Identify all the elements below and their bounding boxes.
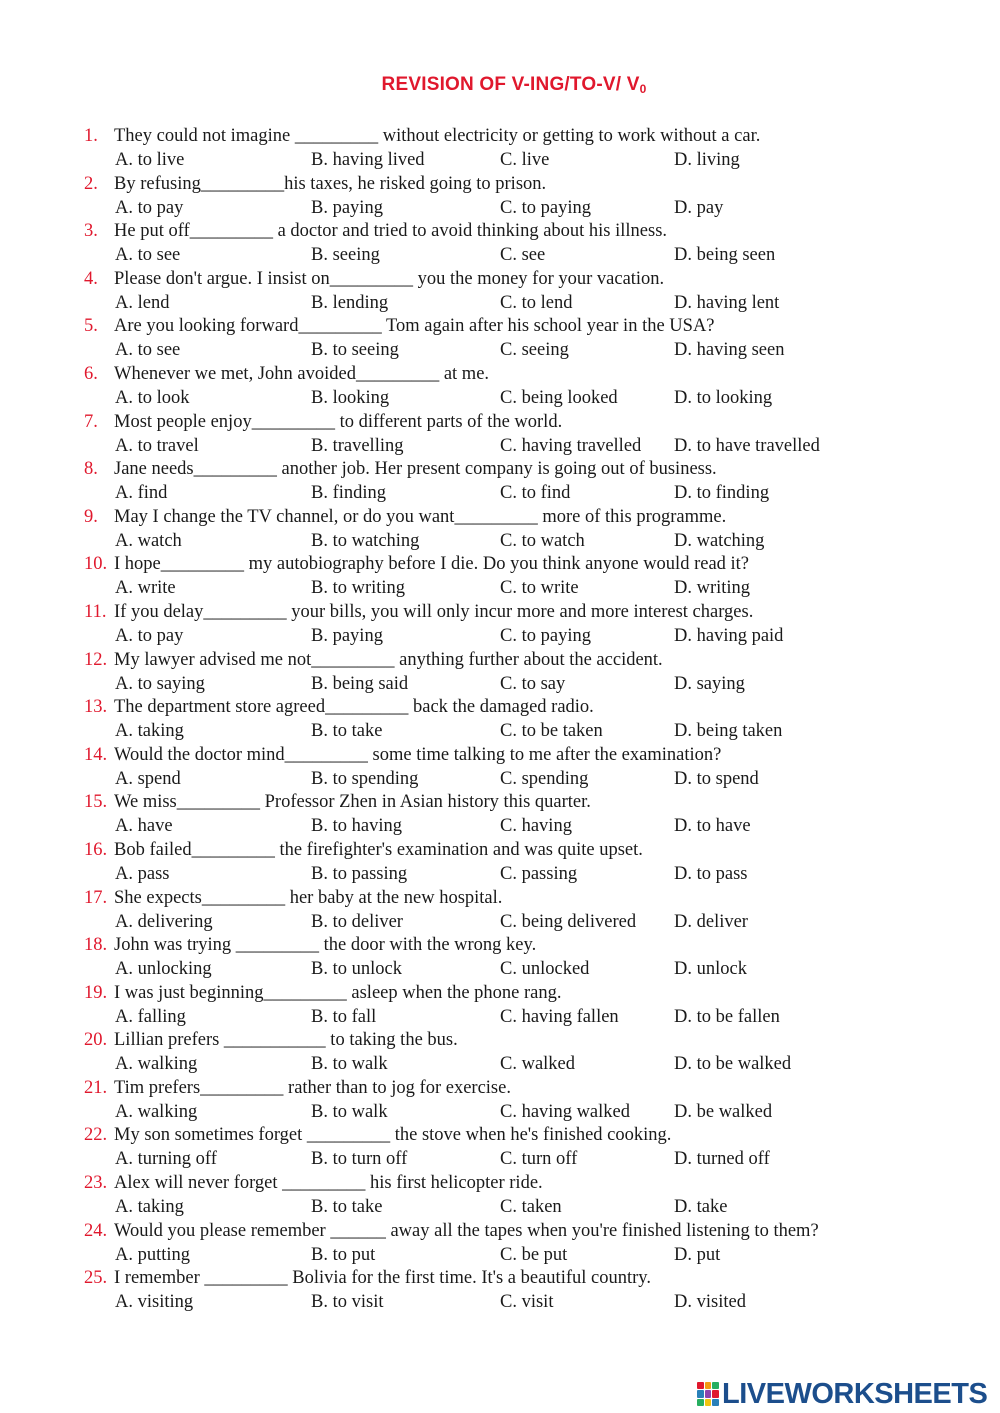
option-a[interactable]: A. to pay <box>115 625 184 646</box>
option-a[interactable]: A. walking <box>115 1054 198 1075</box>
question-item <box>0 600 1000 648</box>
option-a[interactable]: A. pass <box>115 863 170 884</box>
question-number: 9. <box>84 506 98 527</box>
option-d[interactable]: D. having lent <box>674 292 780 313</box>
option-d[interactable]: D. having seen <box>674 340 785 361</box>
option-a[interactable]: A. to pay <box>115 197 184 218</box>
question-number: 23. <box>84 1173 108 1194</box>
option-d[interactable]: D. put <box>674 1244 721 1265</box>
question-item <box>0 172 1000 220</box>
question-stem: Bob failed_________ the firefighter's examination and was quite upset. <box>114 839 643 860</box>
option-d[interactable]: D. having paid <box>674 625 784 646</box>
option-c[interactable]: C. seeing <box>500 340 569 361</box>
question-number: 22. <box>84 1125 108 1146</box>
question-item <box>0 314 1000 362</box>
option-a[interactable]: A. to see <box>115 340 181 361</box>
question-stem: John was trying _________ the door with the wrong key. <box>114 935 537 956</box>
option-a[interactable]: A. taking <box>115 1197 184 1218</box>
question-item <box>0 267 1000 315</box>
option-a[interactable]: A. lend <box>115 292 170 313</box>
option-a[interactable]: A. have <box>115 816 173 837</box>
option-a[interactable]: A. to look <box>115 387 190 408</box>
question-stem: Most people enjoy_________ to different parts of the world. <box>114 411 563 432</box>
option-b[interactable]: B. to writing <box>311 578 406 599</box>
question-number: 11. <box>84 601 107 622</box>
option-c[interactable]: C. be put <box>500 1244 568 1265</box>
option-c[interactable]: C. to lend <box>500 292 573 313</box>
question-list <box>0 124 1000 1314</box>
option-c[interactable]: C. being looked <box>500 387 618 408</box>
question-number: 12. <box>84 649 108 670</box>
question-number: 14. <box>84 744 108 765</box>
question-stem: We miss_________ Professor Zhen in Asian history this quarter. <box>114 792 591 813</box>
option-a[interactable]: A. visiting <box>115 1292 194 1313</box>
option-d[interactable]: D. being seen <box>674 245 776 266</box>
option-b[interactable]: B. to spending <box>311 768 419 789</box>
question-stem: If you delay_________ your bills, you will only incur more and more interest charges. <box>114 601 754 622</box>
option-d[interactable]: D. writing <box>674 578 751 599</box>
brand-name: LIVEWORKSHEETS <box>722 1377 988 1410</box>
question-stem: I hope_________ my autobiography before I die. Do you think anyone would read it? <box>114 554 750 575</box>
question-stem: She expects_________ her baby at the new hospital. <box>114 887 503 908</box>
question-stem: Jane needs_________ another job. Her present company is going out of business. <box>114 459 717 480</box>
option-a[interactable]: A. taking <box>115 721 184 742</box>
question-item <box>0 552 1000 600</box>
option-b[interactable]: B. to unlock <box>311 959 402 980</box>
question-stem: The department store agreed_________ back the damaged radio. <box>114 697 594 718</box>
question-stem: May I change the TV channel, or do you want_________ more of this programme. <box>114 506 727 527</box>
question-number: 24. <box>84 1220 108 1241</box>
question-item <box>0 981 1000 1029</box>
question-stem: I remember _________ Bolivia for the first time. It's a beautiful country. <box>114 1268 651 1289</box>
question-number: 3. <box>84 221 98 242</box>
question-item <box>0 933 1000 981</box>
option-d[interactable]: D. visited <box>674 1292 746 1313</box>
option-b[interactable]: B. to take <box>311 721 383 742</box>
question-stem: Are you looking forward_________ Tom again after his school year in the USA? <box>114 316 715 337</box>
question-stem: Please don't argue. I insist on_________ you the money for your vacation. <box>114 268 665 289</box>
option-c[interactable]: C. unlocked <box>500 959 590 980</box>
option-c[interactable]: C. to say <box>500 673 566 694</box>
question-number: 16. <box>84 839 108 860</box>
option-b[interactable]: B. travelling <box>311 435 404 456</box>
option-c[interactable]: C. walked <box>500 1054 576 1075</box>
question-number: 2. <box>84 173 98 194</box>
question-item <box>0 790 1000 838</box>
option-c[interactable]: C. to write <box>500 578 579 599</box>
option-c[interactable]: C. spending <box>500 768 589 789</box>
option-b[interactable]: B. seeing <box>311 245 380 266</box>
option-b[interactable]: B. to having <box>311 816 402 837</box>
option-d[interactable]: D. to have <box>674 816 751 837</box>
option-b[interactable]: B. to watching <box>311 530 420 551</box>
option-b[interactable]: B. being said <box>311 673 409 694</box>
question-number: 6. <box>84 363 98 384</box>
option-d[interactable]: D. turned off <box>674 1149 770 1170</box>
question-item <box>0 695 1000 743</box>
option-b[interactable]: B. looking <box>311 387 390 408</box>
option-b[interactable]: B. to passing <box>311 863 408 884</box>
option-d[interactable]: D. to spend <box>674 768 759 789</box>
question-item <box>0 743 1000 791</box>
question-item <box>0 1123 1000 1171</box>
question-number: 18. <box>84 935 108 956</box>
question-number: 8. <box>84 459 98 480</box>
option-c[interactable]: C. having fallen <box>500 1006 619 1027</box>
option-b[interactable]: B. having lived <box>311 150 425 170</box>
option-d[interactable]: D. to pass <box>674 863 748 884</box>
question-item <box>0 124 1000 172</box>
option-d[interactable]: D. to finding <box>674 483 770 504</box>
option-c[interactable]: C. passing <box>500 863 578 884</box>
option-d[interactable]: D. to looking <box>674 387 773 408</box>
option-a[interactable]: A. watch <box>115 530 182 551</box>
option-b[interactable]: B. lending <box>311 292 389 313</box>
option-c[interactable]: C. live <box>500 150 550 170</box>
question-number: 20. <box>84 1030 108 1051</box>
question-number: 25. <box>84 1268 108 1289</box>
option-d[interactable]: D. be walked <box>674 1101 773 1122</box>
page-title-text: REVISION OF V-ING/TO-V/ V <box>381 74 640 95</box>
option-d[interactable]: D. to have travelled <box>674 435 820 456</box>
question-number: 1. <box>84 126 98 146</box>
option-a[interactable]: A. walking <box>115 1101 198 1122</box>
question-item <box>0 1266 1000 1314</box>
question-number: 7. <box>84 411 98 432</box>
option-b[interactable]: B. to visit <box>311 1292 384 1313</box>
question-stem: Tim prefers_________ rather than to jog for exercise. <box>114 1077 511 1098</box>
question-number: 13. <box>84 697 108 718</box>
option-b[interactable]: B. to put <box>311 1244 376 1265</box>
question-stem: Would you please remember ______ away all the tapes when you're finished listening to them? <box>114 1220 819 1241</box>
option-c[interactable]: C. having travelled <box>500 435 642 456</box>
liveworksheets-logo <box>697 1378 987 1410</box>
option-c[interactable]: C. to paying <box>500 197 591 218</box>
option-b[interactable]: B. to walk <box>311 1101 388 1122</box>
question-number: 21. <box>84 1077 108 1098</box>
option-c[interactable]: C. having walked <box>500 1101 630 1122</box>
option-c[interactable]: C. to find <box>500 483 571 504</box>
question-stem: They could not imagine _________ without electricity or getting to work without a car. <box>114 126 761 146</box>
question-stem: Whenever we met, John avoided_________ at me. <box>114 363 490 384</box>
page-title <box>0 74 1000 96</box>
option-d[interactable]: D. to be walked <box>674 1054 792 1075</box>
question-item <box>0 505 1000 553</box>
option-b[interactable]: B. to deliver <box>311 911 403 932</box>
question-stem: My lawyer advised me not_________ anything further about the accident. <box>114 649 663 670</box>
option-c[interactable]: C. to watch <box>500 530 585 551</box>
option-d[interactable]: D. pay <box>674 197 724 218</box>
question-item <box>0 648 1000 696</box>
option-d[interactable]: D. deliver <box>674 911 748 932</box>
option-a[interactable]: A. to live <box>115 150 185 170</box>
question-stem: Lillian prefers ___________ to taking the bus. <box>114 1030 458 1051</box>
option-a[interactable]: A. putting <box>115 1244 191 1265</box>
option-c[interactable]: C. visit <box>500 1292 554 1313</box>
question-stem: Would the doctor mind_________ some time talking to me after the examination? <box>114 744 722 765</box>
option-d[interactable]: D. watching <box>674 530 765 551</box>
option-a[interactable]: A. turning off <box>115 1149 217 1170</box>
option-c[interactable]: C. to be taken <box>500 721 603 742</box>
question-stem: By refusing_________his taxes, he risked going to prison. <box>114 173 547 194</box>
option-a[interactable]: A. spend <box>115 768 181 789</box>
question-item <box>0 1076 1000 1124</box>
question-item <box>0 1171 1000 1219</box>
option-b[interactable]: B. to fall <box>311 1006 377 1027</box>
option-d[interactable]: D. take <box>674 1197 728 1218</box>
option-d[interactable]: D. saying <box>674 673 745 694</box>
option-a[interactable]: A. find <box>115 483 168 504</box>
question-stem: He put off_________ a doctor and tried to avoid thinking about his illness. <box>114 221 668 242</box>
question-item <box>0 219 1000 267</box>
option-a[interactable]: A. to travel <box>115 435 199 456</box>
question-stem: Alex will never forget _________ his first helicopter ride. <box>114 1173 543 1194</box>
page-title-subscript: 0 <box>639 82 647 96</box>
option-a[interactable]: A. to see <box>115 245 181 266</box>
option-a[interactable]: A. to saying <box>115 673 205 694</box>
question-item <box>0 1028 1000 1076</box>
option-a[interactable]: A. falling <box>115 1006 186 1027</box>
question-item <box>0 410 1000 458</box>
option-c[interactable]: C. having <box>500 816 572 837</box>
option-c[interactable]: C. see <box>500 245 546 266</box>
option-b[interactable]: B. paying <box>311 197 383 218</box>
question-number: 5. <box>84 316 98 337</box>
question-item <box>0 362 1000 410</box>
question-item <box>0 1219 1000 1267</box>
option-c[interactable]: C. turn off <box>500 1149 578 1170</box>
question-item <box>0 838 1000 886</box>
option-c[interactable]: C. to paying <box>500 625 591 646</box>
option-c[interactable]: C. being delivered <box>500 911 637 932</box>
option-a[interactable]: A. delivering <box>115 911 213 932</box>
question-number: 19. <box>84 982 108 1003</box>
option-d[interactable]: D. living <box>674 150 740 170</box>
option-b[interactable]: B. paying <box>311 625 383 646</box>
option-d[interactable]: D. being taken <box>674 721 783 742</box>
option-b[interactable]: B. to seeing <box>311 340 399 361</box>
option-d[interactable]: D. unlock <box>674 959 747 980</box>
option-b[interactable]: B. to take <box>311 1197 383 1218</box>
option-b[interactable]: B. finding <box>311 483 387 504</box>
liveworksheets-logo-icon <box>697 1382 719 1406</box>
option-b[interactable]: B. to turn off <box>311 1149 408 1170</box>
option-c[interactable]: C. taken <box>500 1197 562 1218</box>
question-item <box>0 457 1000 505</box>
question-stem: My son sometimes forget _________ the stove when he's finished cooking. <box>114 1125 672 1146</box>
question-number: 17. <box>84 887 108 908</box>
question-item <box>0 886 1000 934</box>
option-a[interactable]: A. unlocking <box>115 959 212 980</box>
question-number: 10. <box>84 554 108 575</box>
option-d[interactable]: D. to be fallen <box>674 1006 780 1027</box>
option-b[interactable]: B. to walk <box>311 1054 388 1075</box>
question-number: 4. <box>84 268 98 289</box>
question-stem: I was just beginning_________ asleep when the phone rang. <box>114 982 562 1003</box>
question-number: 15. <box>84 792 108 813</box>
option-a[interactable]: A. write <box>115 578 176 599</box>
